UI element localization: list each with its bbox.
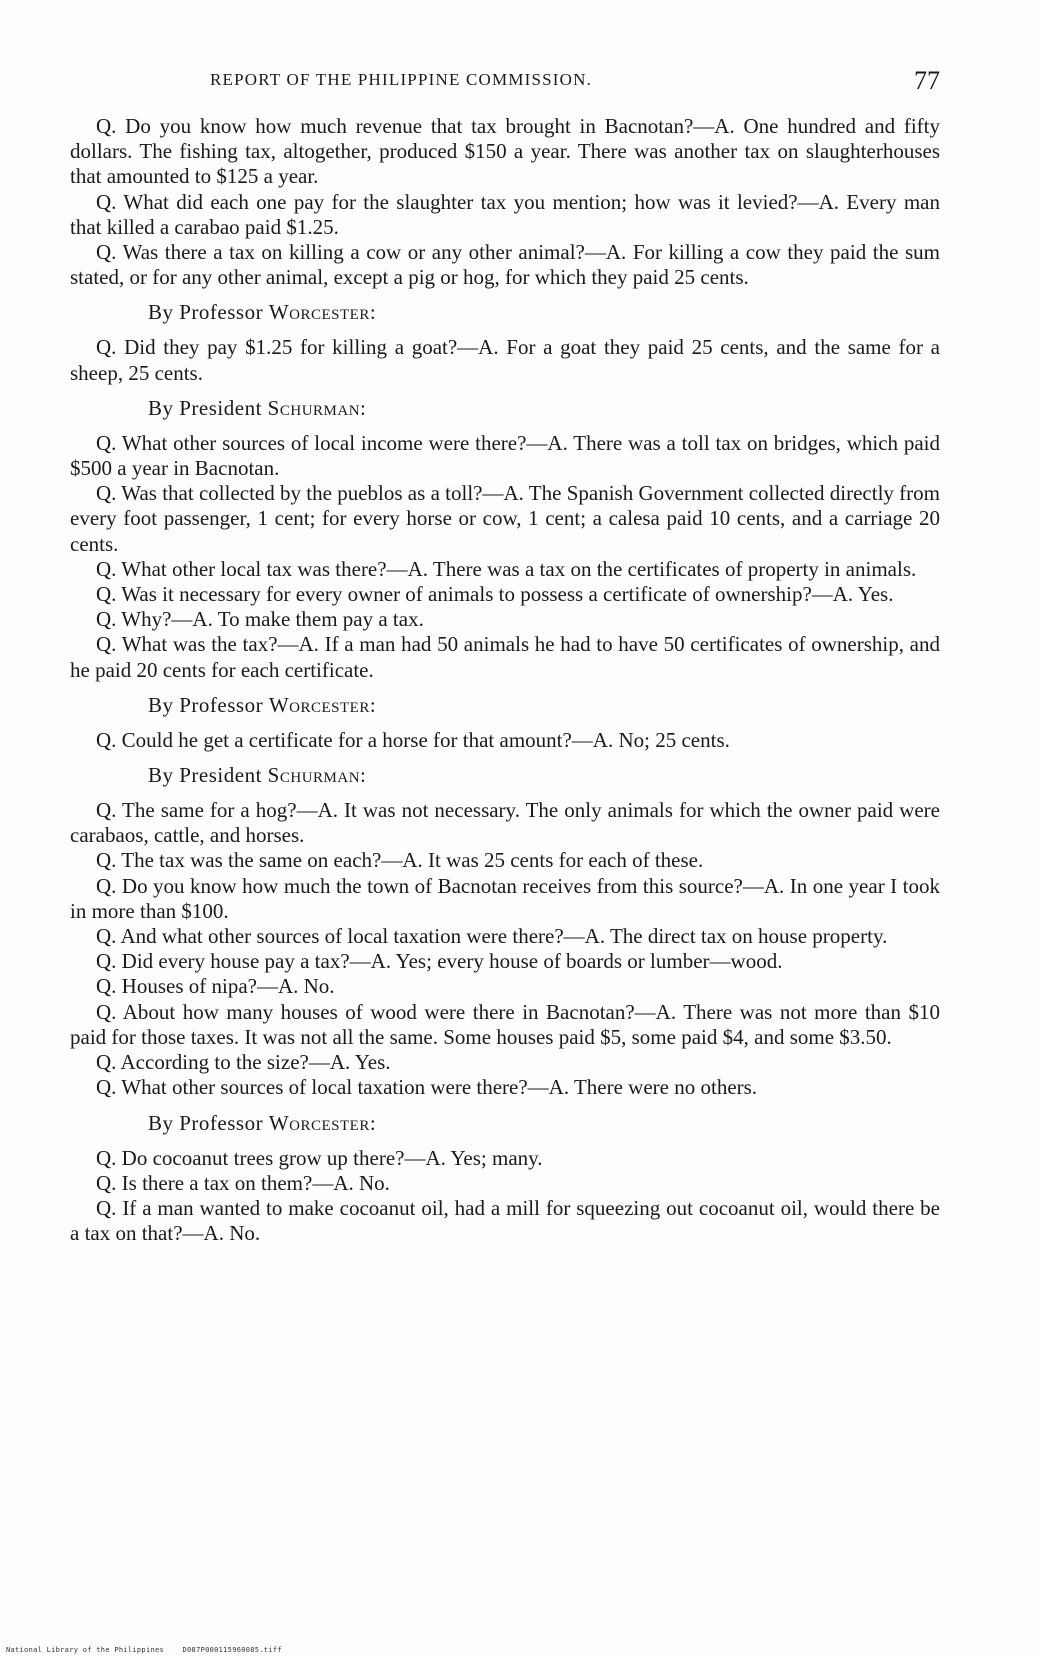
qa-paragraph: Q. What was the tax?—A. If a man had 50 animals he had to have 50 certificates of ownership, and he paid 20 cents for each certificate. [70, 632, 940, 682]
qa-paragraph: Q. Is there a tax on them?—A. No. [96, 1170, 390, 1195]
body-text [70, 114, 940, 1246]
speaker-name: Worcester: [268, 1110, 377, 1135]
qa-paragraph: Q. What other sources of local taxation were there?—A. There were no others. [96, 1075, 758, 1100]
speaker-heading [148, 693, 940, 718]
speaker-name: Worcester: [268, 692, 377, 717]
qa-paragraph: Q. About how many houses of wood were there in Bacnotan?—A. There was not more than $10 paid for those taxes. It was not all the same. Some houses paid $5, some paid $4, and some $3.50. [70, 999, 940, 1049]
qa-paragraph: Q. Was there a tax on killing a cow or any other animal?—A. For killing a cow they paid the sum stated, or for any other animal, except a pig or hog, for which they paid 25 cents. [70, 240, 940, 290]
speaker-heading [148, 300, 940, 325]
speaker-heading [148, 396, 940, 421]
speaker-title: By President [148, 395, 268, 420]
qa-paragraph: Q. Did every house pay a tax?—A. Yes; every house of boards or lumber—wood. [96, 949, 783, 974]
qa-paragraph: Q. Do you know how much revenue that tax brought in Bacnotan?—A. One hundred and fifty dollars. The fishing tax, altogether, produced $150 a year. There was another tax on slaughterhouses that amounted to $125 a year. [70, 114, 940, 189]
qa-paragraph: Q. Do you know how much the town of Bacnotan receives from this source?—A. In one year I took in more than $100. [70, 873, 940, 923]
qa-paragraph: Q. Do cocoanut trees grow up there?—A. Yes; many. [96, 1145, 543, 1170]
page-number: 77 [914, 66, 940, 95]
scan-footer [6, 1646, 296, 1654]
speaker-title: By Professor [148, 300, 269, 325]
speaker-title: By President [148, 763, 268, 788]
qa-paragraph: Q. The same for a hog?—A. It was not necessary. The only animals for which the owner paid were carabaos, cattle, and horses. [70, 798, 940, 848]
footer-library: National Library of the Philippines [6, 1646, 165, 1654]
qa-paragraph: Q. Did they pay $1.25 for killing a goat?—A. For a goat they paid 25 cents, and the same for a sheep, 25 cents. [70, 335, 940, 385]
qa-paragraph: Q. What other sources of local income were there?—A. There was a toll tax on bridges, which paid $500 a year in Bacnotan. [70, 430, 940, 481]
qa-paragraph: Q. Was it necessary for every owner of animals to possess a certificate of ownership?—A. Yes. [96, 582, 894, 607]
qa-paragraph: Q. Why?—A. To make them pay a tax. [96, 607, 424, 632]
qa-paragraph: Q. What did each one pay for the slaughter tax you mention; how was it levied?—A. Every man that killed a carabao paid $1.25. [70, 189, 940, 239]
qa-paragraph: Q. And what other sources of local taxation were there?—A. The direct tax on house property. [96, 924, 888, 949]
footer-file: D087P000115960085.tiff [182, 1646, 282, 1654]
speaker-name: Schurman: [267, 763, 367, 788]
qa-paragraph: Q. What other local tax was there?—A. There was a tax on the certificates of property in animals. [96, 556, 917, 581]
qa-paragraph: Q. According to the size?—A. Yes. [96, 1050, 391, 1075]
speaker-name: Schurman: [267, 395, 367, 420]
speaker-title: By Professor [148, 1110, 269, 1135]
speaker-name: Worcester: [268, 300, 377, 325]
qa-paragraph: Q. Was that collected by the pueblos as a toll?—A. The Spanish Government collected directly from every foot passenger, 1 cent; for every horse or cow, 1 cent; a calesa paid 10 cents, and a carriage 20 cents. [70, 481, 940, 556]
running-title: REPORT OF THE PHILIPPINE COMMISSION. [210, 70, 593, 89]
qa-paragraph: Q. If a man wanted to make cocoanut oil, had a mill for squeezing out cocoanut oil, would there be a tax on that?—A. No. [70, 1195, 940, 1246]
running-head [60, 66, 940, 96]
qa-paragraph: Q. Houses of nipa?—A. No. [96, 974, 335, 999]
speaker-heading [148, 1111, 940, 1136]
speaker-heading [148, 763, 940, 788]
qa-paragraph: Q. Could he get a certificate for a horse for that amount?—A. No; 25 cents. [96, 727, 730, 752]
qa-paragraph: Q. The tax was the same on each?—A. It was 25 cents for each of these. [96, 848, 704, 873]
speaker-title: By Professor [148, 692, 269, 717]
